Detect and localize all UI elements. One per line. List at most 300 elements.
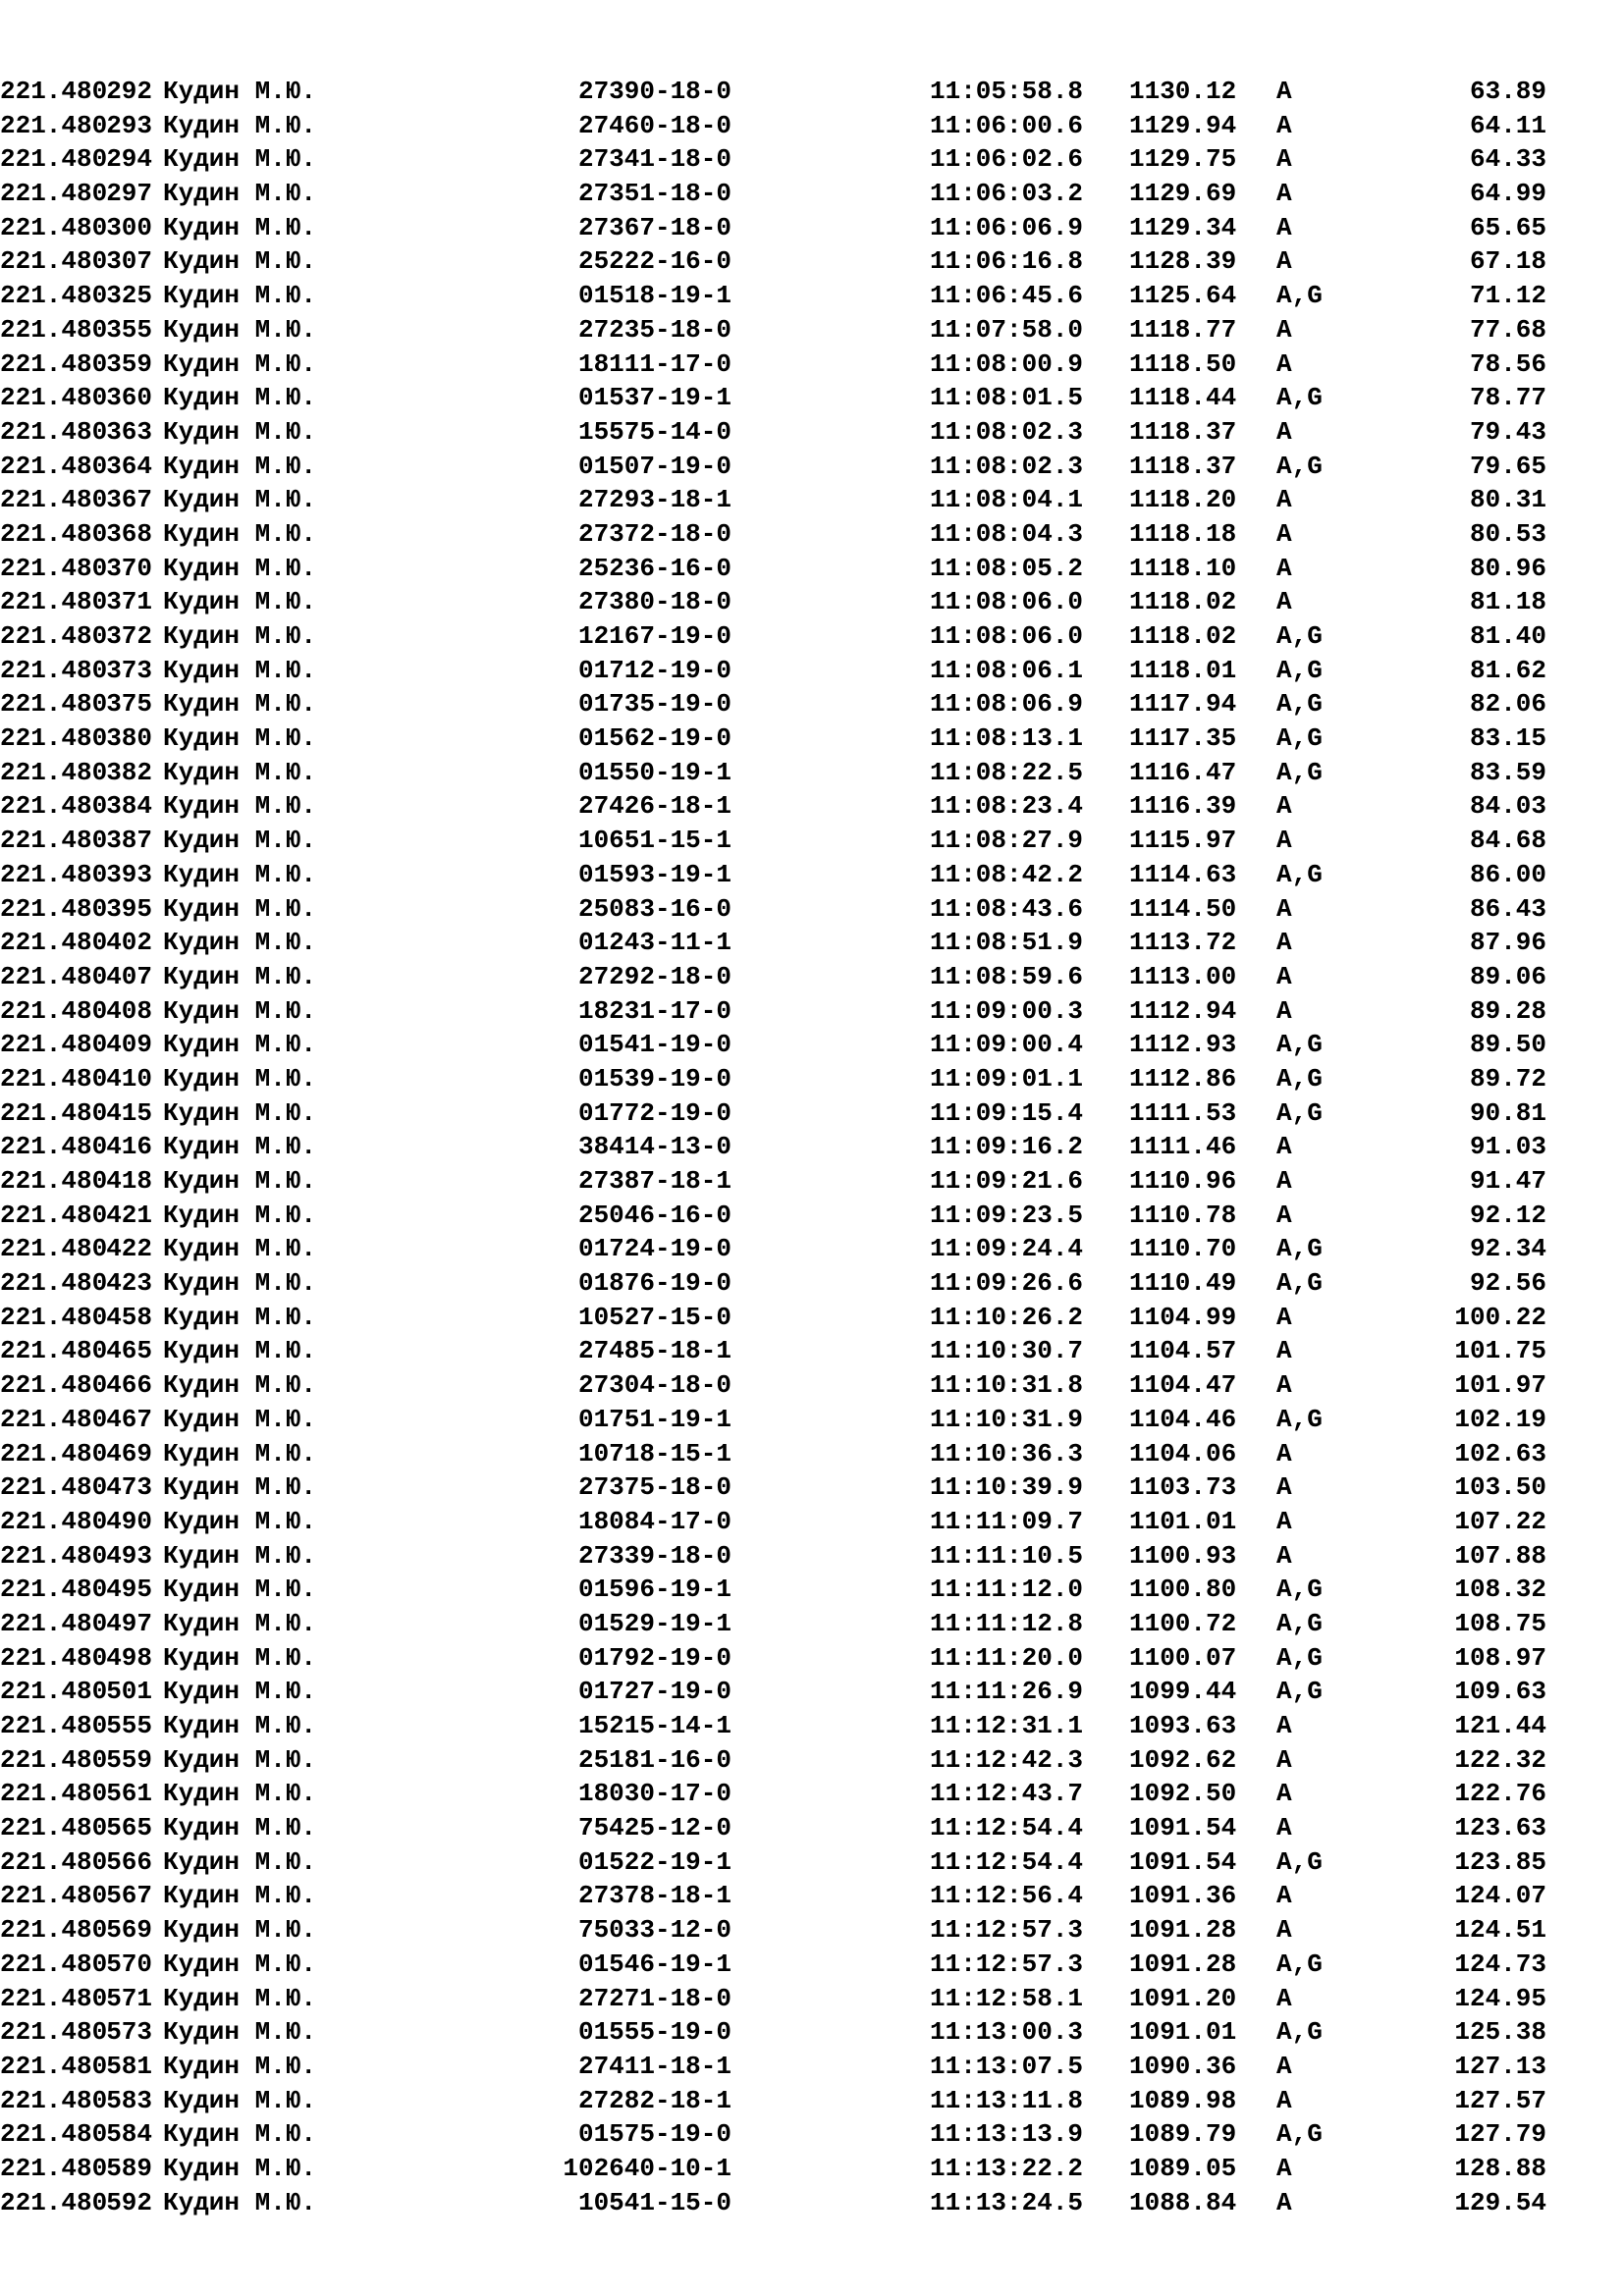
- flag-cell: A: [1276, 77, 1292, 106]
- speed-cell: 1104.99: [1129, 1302, 1237, 1332]
- distance-cell: 221.480: [0, 791, 108, 822]
- points-cell: 83.59: [1469, 757, 1546, 787]
- ring-cell: 01243-11-1: [577, 928, 731, 958]
- distance-cell: 221.480: [0, 1540, 108, 1571]
- points-cell: 63.89: [1469, 77, 1546, 106]
- flag-cell: A: [1276, 348, 1292, 379]
- flag-cell: A,G: [1276, 383, 1323, 413]
- points-cell: 123.85: [1454, 1846, 1546, 1877]
- name-cell: Кудин М.Ю.: [163, 1711, 317, 1740]
- result-row: [0, 585, 1624, 619]
- name-cell: Кудин М.Ю.: [163, 1540, 317, 1571]
- points-cell: 65.65: [1469, 212, 1546, 242]
- flag-cell: A,G: [1276, 1608, 1323, 1638]
- name-cell: Кудин М.Ю.: [163, 314, 317, 345]
- speed-cell: 1118.37: [1129, 451, 1237, 481]
- points-cell: 67.18: [1469, 246, 1546, 277]
- name-cell: Кудин М.Ю.: [163, 689, 317, 720]
- name-cell: Кудин М.Ю.: [163, 1132, 317, 1162]
- distance-cell: 221.480: [0, 2085, 108, 2115]
- result-row: [0, 1573, 1624, 1607]
- result-row: [0, 2186, 1624, 2220]
- time-cell: 11:11:26.9: [930, 1677, 1084, 1707]
- result-row: [0, 1062, 1624, 1096]
- place-cell: 573: [106, 2017, 152, 2048]
- distance-cell: 221.480: [0, 144, 108, 175]
- name-cell: Кудин М.Ю.: [163, 1234, 317, 1264]
- name-cell: Кудин М.Ю.: [163, 1744, 317, 1775]
- flag-cell: A: [1276, 1506, 1292, 1536]
- name-cell: Кудин М.Ю.: [163, 348, 317, 379]
- flag-cell: A: [1276, 1200, 1292, 1230]
- name-cell: Кудин М.Ю.: [163, 961, 317, 991]
- ring-cell: 27282-18-1: [577, 2085, 731, 2115]
- speed-cell: 1115.97: [1129, 826, 1237, 856]
- distance-cell: 221.480: [0, 859, 108, 889]
- flag-cell: A,G: [1276, 1268, 1323, 1299]
- speed-cell: 1129.34: [1129, 212, 1237, 242]
- place-cell: 297: [106, 179, 152, 209]
- name-cell: Кудин М.Ю.: [163, 1846, 317, 1877]
- speed-cell: 1093.63: [1129, 1711, 1237, 1740]
- points-cell: 84.68: [1469, 826, 1546, 856]
- place-cell: 584: [106, 2119, 152, 2150]
- distance-cell: 221.480: [0, 689, 108, 720]
- speed-cell: 1100.80: [1129, 1575, 1237, 1605]
- speed-cell: 1089.98: [1129, 2085, 1237, 2115]
- name-cell: Кудин М.Ю.: [163, 757, 317, 787]
- ring-cell: 01593-19-1: [577, 859, 731, 889]
- result-row: [0, 2152, 1624, 2186]
- result-row: [0, 1403, 1624, 1437]
- distance-cell: 221.480: [0, 1744, 108, 1775]
- flag-cell: A: [1276, 1472, 1292, 1503]
- flag-cell: A: [1276, 518, 1292, 549]
- place-cell: 393: [106, 859, 152, 889]
- result-row: [0, 1743, 1624, 1778]
- speed-cell: 1112.93: [1129, 1030, 1237, 1060]
- speed-cell: 1118.01: [1129, 655, 1237, 685]
- flag-cell: A: [1276, 2051, 1292, 2081]
- time-cell: 11:09:16.2: [930, 1132, 1084, 1162]
- ring-cell: 25046-16-0: [577, 1200, 731, 1230]
- time-cell: 11:08:02.3: [930, 416, 1084, 447]
- speed-cell: 1091.01: [1129, 2017, 1237, 2048]
- speed-cell: 1100.07: [1129, 1642, 1237, 1673]
- distance-cell: 221.480: [0, 485, 108, 515]
- distance-cell: 221.480: [0, 451, 108, 481]
- name-cell: Кудин М.Ю.: [163, 553, 317, 583]
- result-row: [0, 994, 1624, 1029]
- result-row: [0, 1879, 1624, 1913]
- name-cell: Кудин М.Ю.: [163, 451, 317, 481]
- time-cell: 11:08:04.3: [930, 518, 1084, 549]
- name-cell: Кудин М.Ю.: [163, 1506, 317, 1536]
- result-row: [0, 552, 1624, 586]
- place-cell: 370: [106, 553, 152, 583]
- time-cell: 11:11:09.7: [930, 1506, 1084, 1536]
- place-cell: 466: [106, 1370, 152, 1401]
- points-cell: 78.56: [1469, 348, 1546, 379]
- points-cell: 124.07: [1454, 1881, 1546, 1911]
- ring-cell: 25236-16-0: [577, 553, 731, 583]
- time-cell: 11:08:04.1: [930, 485, 1084, 515]
- flag-cell: A: [1276, 1983, 1292, 2013]
- flag-cell: A: [1276, 928, 1292, 958]
- flag-cell: A: [1276, 1438, 1292, 1468]
- result-row: [0, 1266, 1624, 1301]
- result-row: [0, 756, 1624, 790]
- flag-cell: A,G: [1276, 859, 1323, 889]
- flag-cell: A: [1276, 485, 1292, 515]
- ring-cell: 01555-19-0: [577, 2017, 731, 2048]
- place-cell: 423: [106, 1268, 152, 1299]
- flag-cell: A: [1276, 1744, 1292, 1775]
- name-cell: Кудин М.Ю.: [163, 77, 317, 106]
- place-cell: 495: [106, 1575, 152, 1605]
- result-row: [0, 1709, 1624, 1743]
- place-cell: 380: [106, 723, 152, 754]
- speed-cell: 1112.94: [1129, 995, 1237, 1026]
- flag-cell: A: [1276, 1370, 1292, 1401]
- place-cell: 493: [106, 1540, 152, 1571]
- flag-cell: A: [1276, 1711, 1292, 1740]
- points-cell: 89.72: [1469, 1063, 1546, 1094]
- time-cell: 11:11:20.0: [930, 1642, 1084, 1673]
- points-cell: 108.75: [1454, 1608, 1546, 1638]
- place-cell: 418: [106, 1166, 152, 1196]
- place-cell: 375: [106, 689, 152, 720]
- result-row: [0, 177, 1624, 211]
- result-row: [0, 313, 1624, 347]
- points-cell: 78.77: [1469, 383, 1546, 413]
- place-cell: 395: [106, 893, 152, 924]
- time-cell: 11:12:57.3: [930, 1915, 1084, 1946]
- flag-cell: A,G: [1276, 1030, 1323, 1060]
- name-cell: Кудин М.Ю.: [163, 2085, 317, 2115]
- result-row: [0, 381, 1624, 415]
- distance-cell: 221.480: [0, 212, 108, 242]
- speed-cell: 1128.39: [1129, 246, 1237, 277]
- result-row: [0, 2015, 1624, 2050]
- time-cell: 11:13:13.9: [930, 2119, 1084, 2150]
- result-row: [0, 244, 1624, 279]
- distance-cell: 221.480: [0, 383, 108, 413]
- name-cell: Кудин М.Ю.: [163, 928, 317, 958]
- points-cell: 127.79: [1454, 2119, 1546, 2150]
- flag-cell: A,G: [1276, 621, 1323, 651]
- speed-cell: 1110.49: [1129, 1268, 1237, 1299]
- points-cell: 124.95: [1454, 1983, 1546, 2013]
- speed-cell: 1089.79: [1129, 2119, 1237, 2150]
- ring-cell: 01529-19-1: [577, 1608, 731, 1638]
- distance-cell: 221.480: [0, 1302, 108, 1332]
- speed-cell: 1111.53: [1129, 1097, 1237, 1128]
- points-cell: 121.44: [1454, 1711, 1546, 1740]
- points-cell: 122.76: [1454, 1779, 1546, 1809]
- distance-cell: 221.480: [0, 518, 108, 549]
- points-cell: 79.43: [1469, 416, 1546, 447]
- points-cell: 124.73: [1454, 1949, 1546, 1979]
- flag-cell: A,G: [1276, 655, 1323, 685]
- place-cell: 372: [106, 621, 152, 651]
- points-cell: 71.12: [1469, 281, 1546, 311]
- place-cell: 367: [106, 485, 152, 515]
- place-cell: 570: [106, 1949, 152, 1979]
- flag-cell: A,G: [1276, 1677, 1323, 1707]
- place-cell: 368: [106, 518, 152, 549]
- time-cell: 11:06:45.6: [930, 281, 1084, 311]
- speed-cell: 1116.39: [1129, 791, 1237, 822]
- time-cell: 11:10:31.9: [930, 1404, 1084, 1434]
- place-cell: 294: [106, 144, 152, 175]
- time-cell: 11:13:24.5: [930, 2187, 1084, 2217]
- result-row: [0, 654, 1624, 688]
- ring-cell: 10651-15-1: [577, 826, 731, 856]
- place-cell: 469: [106, 1438, 152, 1468]
- result-row: [0, 1470, 1624, 1505]
- name-cell: Кудин М.Ю.: [163, 1268, 317, 1299]
- result-row: [0, 1096, 1624, 1131]
- speed-cell: 1111.46: [1129, 1132, 1237, 1162]
- ring-cell: 10527-15-0: [577, 1302, 731, 1332]
- name-cell: Кудин М.Ю.: [163, 1097, 317, 1128]
- ring-cell: 27378-18-1: [577, 1881, 731, 1911]
- distance-cell: 221.480: [0, 1608, 108, 1638]
- speed-cell: 1118.77: [1129, 314, 1237, 345]
- time-cell: 11:05:58.8: [930, 77, 1084, 106]
- time-cell: 11:06:03.2: [930, 179, 1084, 209]
- speed-cell: 1129.94: [1129, 110, 1237, 140]
- ring-cell: 27292-18-0: [577, 961, 731, 991]
- points-cell: 123.63: [1454, 1813, 1546, 1843]
- flag-cell: A: [1276, 2085, 1292, 2115]
- speed-cell: 1104.47: [1129, 1370, 1237, 1401]
- speed-cell: 1116.47: [1129, 757, 1237, 787]
- flag-cell: A: [1276, 1132, 1292, 1162]
- name-cell: Кудин М.Ю.: [163, 1575, 317, 1605]
- ring-cell: 27341-18-0: [577, 144, 731, 175]
- flag-cell: A,G: [1276, 1063, 1323, 1094]
- flag-cell: A: [1276, 893, 1292, 924]
- points-cell: 102.19: [1454, 1404, 1546, 1434]
- result-row: [0, 1130, 1624, 1164]
- flag-cell: A,G: [1276, 689, 1323, 720]
- result-row: [0, 142, 1624, 177]
- distance-cell: 221.480: [0, 1915, 108, 1946]
- speed-cell: 1091.20: [1129, 1983, 1237, 2013]
- points-cell: 92.12: [1469, 1200, 1546, 1230]
- ring-cell: 25222-16-0: [577, 246, 731, 277]
- result-row: [0, 1232, 1624, 1266]
- time-cell: 11:09:00.4: [930, 1030, 1084, 1060]
- ring-cell: 75033-12-0: [577, 1915, 731, 1946]
- result-row: [0, 1437, 1624, 1471]
- points-cell: 79.65: [1469, 451, 1546, 481]
- name-cell: Кудин М.Ю.: [163, 1302, 317, 1332]
- time-cell: 11:08:05.2: [930, 553, 1084, 583]
- points-cell: 89.06: [1469, 961, 1546, 991]
- speed-cell: 1103.73: [1129, 1472, 1237, 1503]
- place-cell: 569: [106, 1915, 152, 1946]
- place-cell: 364: [106, 451, 152, 481]
- time-cell: 11:07:58.0: [930, 314, 1084, 345]
- speed-cell: 1089.05: [1129, 2153, 1237, 2183]
- name-cell: Кудин М.Ю.: [163, 723, 317, 754]
- ring-cell: 01735-19-0: [577, 689, 731, 720]
- time-cell: 11:09:24.4: [930, 1234, 1084, 1264]
- time-cell: 11:11:10.5: [930, 1540, 1084, 1571]
- name-cell: Кудин М.Ю.: [163, 587, 317, 617]
- place-cell: 363: [106, 416, 152, 447]
- result-row: [0, 1948, 1624, 1982]
- result-row: [0, 109, 1624, 143]
- ring-cell: 18084-17-0: [577, 1506, 731, 1536]
- place-cell: 581: [106, 2051, 152, 2081]
- place-cell: 465: [106, 1336, 152, 1366]
- flag-cell: A,G: [1276, 451, 1323, 481]
- name-cell: Кудин М.Ю.: [163, 826, 317, 856]
- result-row: [0, 450, 1624, 484]
- place-cell: 571: [106, 1983, 152, 2013]
- speed-cell: 1104.46: [1129, 1404, 1237, 1434]
- ring-cell: 27235-18-0: [577, 314, 731, 345]
- name-cell: Кудин М.Ю.: [163, 859, 317, 889]
- ring-cell: 27271-18-0: [577, 1983, 731, 2013]
- time-cell: 11:08:06.0: [930, 587, 1084, 617]
- flag-cell: A,G: [1276, 1642, 1323, 1673]
- speed-cell: 1091.36: [1129, 1881, 1237, 1911]
- result-row: [0, 1607, 1624, 1641]
- place-cell: 373: [106, 655, 152, 685]
- time-cell: 11:13:22.2: [930, 2153, 1084, 2183]
- ring-cell: 18231-17-0: [577, 995, 731, 1026]
- distance-cell: 221.480: [0, 1132, 108, 1162]
- result-row: [0, 2084, 1624, 2118]
- speed-cell: 1112.86: [1129, 1063, 1237, 1094]
- speed-cell: 1090.36: [1129, 2051, 1237, 2081]
- name-cell: Кудин М.Ю.: [163, 1370, 317, 1401]
- name-cell: Кудин М.Ю.: [163, 383, 317, 413]
- distance-cell: 221.480: [0, 1438, 108, 1468]
- result-row: [0, 211, 1624, 245]
- time-cell: 11:09:21.6: [930, 1166, 1084, 1196]
- result-row: [0, 687, 1624, 721]
- distance-cell: 221.480: [0, 655, 108, 685]
- result-row: [0, 721, 1624, 756]
- place-cell: 566: [106, 1846, 152, 1877]
- distance-cell: 221.480: [0, 246, 108, 277]
- ring-cell: 15575-14-0: [577, 416, 731, 447]
- time-cell: 11:08:27.9: [930, 826, 1084, 856]
- ring-cell: 01876-19-0: [577, 1268, 731, 1299]
- flag-cell: A: [1276, 246, 1292, 277]
- speed-cell: 1104.06: [1129, 1438, 1237, 1468]
- speed-cell: 1113.72: [1129, 928, 1237, 958]
- result-row: [0, 1811, 1624, 1845]
- distance-cell: 221.480: [0, 757, 108, 787]
- time-cell: 11:12:31.1: [930, 1711, 1084, 1740]
- distance-cell: 221.480: [0, 1642, 108, 1673]
- points-cell: 92.56: [1469, 1268, 1546, 1299]
- points-cell: 80.31: [1469, 485, 1546, 515]
- name-cell: Кудин М.Ю.: [163, 246, 317, 277]
- flag-cell: A: [1276, 144, 1292, 175]
- place-cell: 561: [106, 1779, 152, 1809]
- ring-cell: 27460-18-0: [577, 110, 731, 140]
- place-cell: 371: [106, 587, 152, 617]
- name-cell: Кудин М.Ю.: [163, 1063, 317, 1094]
- speed-cell: 1091.54: [1129, 1846, 1237, 1877]
- flag-cell: A: [1276, 416, 1292, 447]
- flag-cell: A: [1276, 179, 1292, 209]
- speed-cell: 1110.96: [1129, 1166, 1237, 1196]
- points-cell: 109.63: [1454, 1677, 1546, 1707]
- name-cell: Кудин М.Ю.: [163, 1608, 317, 1638]
- time-cell: 11:12:54.4: [930, 1846, 1084, 1877]
- speed-cell: 1099.44: [1129, 1677, 1237, 1707]
- points-cell: 125.38: [1454, 2017, 1546, 2048]
- place-cell: 473: [106, 1472, 152, 1503]
- points-cell: 86.00: [1469, 859, 1546, 889]
- name-cell: Кудин М.Ю.: [163, 1404, 317, 1434]
- distance-cell: 221.480: [0, 893, 108, 924]
- name-cell: Кудин М.Ю.: [163, 1881, 317, 1911]
- ring-cell: 12167-19-0: [577, 621, 731, 651]
- place-cell: 416: [106, 1132, 152, 1162]
- distance-cell: 221.480: [0, 1711, 108, 1740]
- speed-cell: 1110.78: [1129, 1200, 1237, 1230]
- result-row: [0, 1505, 1624, 1539]
- ring-cell: 01772-19-0: [577, 1097, 731, 1128]
- distance-cell: 221.480: [0, 826, 108, 856]
- place-cell: 583: [106, 2085, 152, 2115]
- place-cell: 458: [106, 1302, 152, 1332]
- ring-cell: 27485-18-1: [577, 1336, 731, 1366]
- name-cell: Кудин М.Ю.: [163, 1166, 317, 1196]
- speed-cell: 1092.62: [1129, 1744, 1237, 1775]
- ring-cell: 102640-10-1: [563, 2153, 731, 2183]
- speed-cell: 1118.50: [1129, 348, 1237, 379]
- result-row: [0, 789, 1624, 824]
- points-cell: 107.88: [1454, 1540, 1546, 1571]
- place-cell: 293: [106, 110, 152, 140]
- speed-cell: 1118.44: [1129, 383, 1237, 413]
- result-row: [0, 1301, 1624, 1335]
- time-cell: 11:11:12.8: [930, 1608, 1084, 1638]
- time-cell: 11:09:00.3: [930, 995, 1084, 1026]
- flag-cell: A: [1276, 587, 1292, 617]
- place-cell: 360: [106, 383, 152, 413]
- distance-cell: 221.480: [0, 1097, 108, 1128]
- name-cell: Кудин М.Ю.: [163, 1642, 317, 1673]
- points-cell: 124.51: [1454, 1915, 1546, 1946]
- speed-cell: 1100.93: [1129, 1540, 1237, 1571]
- name-cell: Кудин М.Ю.: [163, 1779, 317, 1809]
- distance-cell: 221.480: [0, 2187, 108, 2217]
- name-cell: Кудин М.Ю.: [163, 893, 317, 924]
- speed-cell: 1130.12: [1129, 77, 1237, 106]
- place-cell: 359: [106, 348, 152, 379]
- result-row: [0, 1641, 1624, 1676]
- points-cell: 86.43: [1469, 893, 1546, 924]
- points-cell: 64.33: [1469, 144, 1546, 175]
- time-cell: 11:12:57.3: [930, 1949, 1084, 1979]
- time-cell: 11:08:59.6: [930, 961, 1084, 991]
- flag-cell: A,G: [1276, 757, 1323, 787]
- name-cell: Кудин М.Ю.: [163, 2017, 317, 2048]
- ring-cell: 01546-19-1: [577, 1949, 731, 1979]
